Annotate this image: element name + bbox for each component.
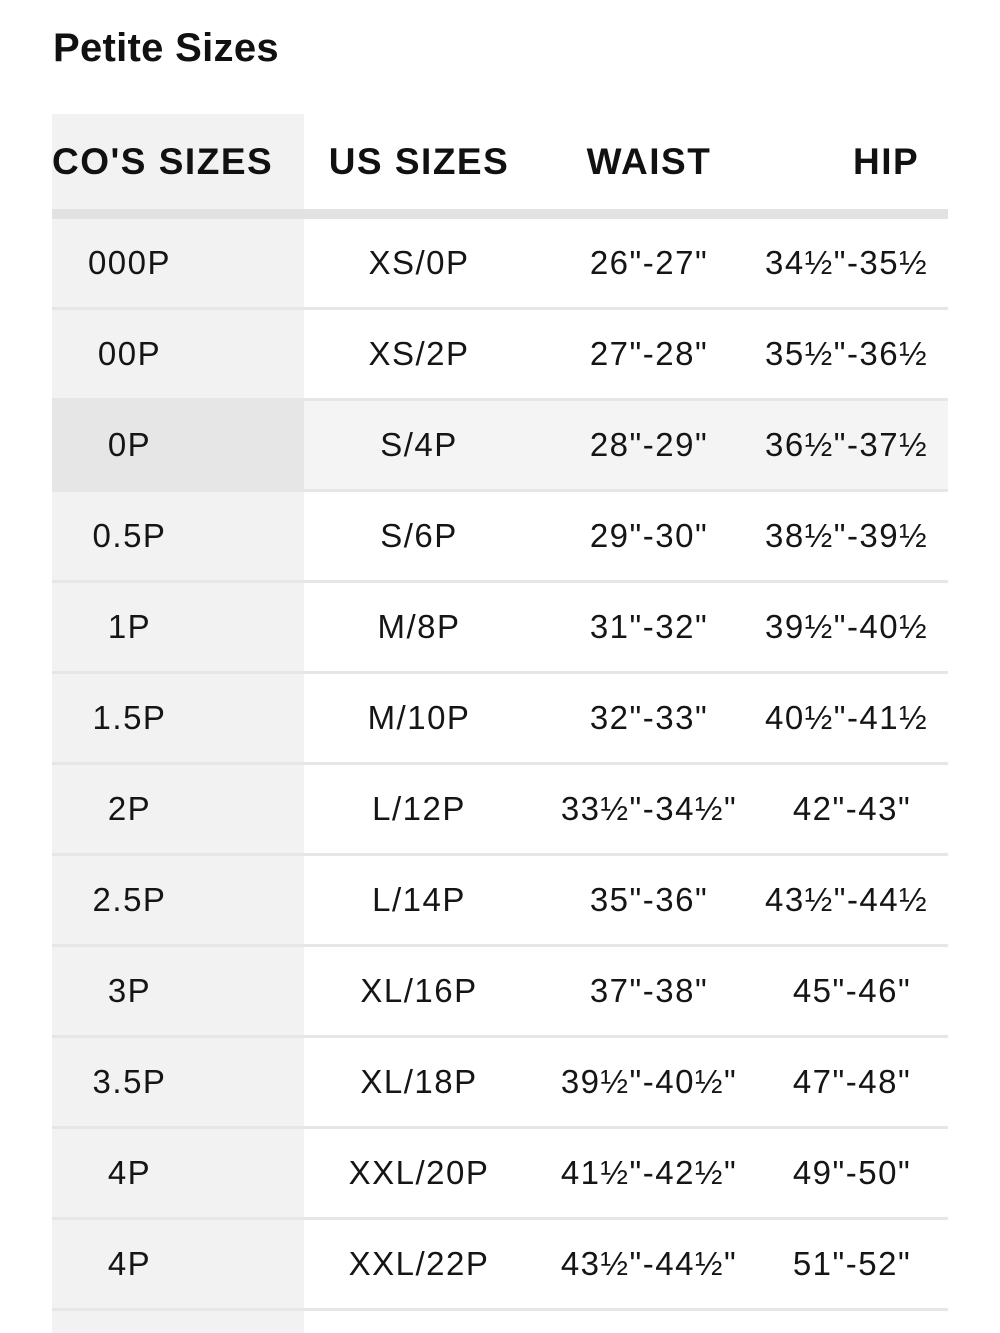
- us-size-cell: XXL/22P: [304, 1219, 534, 1310]
- us-size-cell: XL/16P: [304, 946, 534, 1037]
- waist-cell: 27"-28": [534, 309, 764, 400]
- waist-cell: 31"-32": [534, 582, 764, 673]
- us-size-cell: L/12P: [304, 764, 534, 855]
- table-row: [52, 491, 948, 582]
- waist-cell: 35"-36": [534, 855, 764, 946]
- hip-cell: 38½"-39½: [764, 491, 948, 582]
- table-header-row: [52, 114, 948, 214]
- waist-cell: 32"-33": [534, 673, 764, 764]
- table-row: [52, 1219, 948, 1310]
- us-size-cell: M/10P: [304, 673, 534, 764]
- table-row: [52, 673, 948, 764]
- hip-cell: 51"-52": [764, 1219, 948, 1310]
- size-table-scroll-container[interactable]: [52, 114, 948, 1333]
- us-size-cell: M/8P: [304, 582, 534, 673]
- header-waist: WAIST: [534, 114, 764, 214]
- waist-cell: 29"-30": [534, 491, 764, 582]
- table-row: [52, 855, 948, 946]
- hip-cell: 40½"-41½: [764, 673, 948, 764]
- table-row: [52, 764, 948, 855]
- header-hip: HIP: [764, 114, 948, 214]
- us-size-cell: L/14P: [304, 855, 534, 946]
- table-row: [52, 1128, 948, 1219]
- us-size-cell: S/4P: [304, 400, 534, 491]
- hip-cell: 43½"-44½: [764, 855, 948, 946]
- cos-size-cell: 000P: [52, 214, 304, 309]
- table-row: [52, 946, 948, 1037]
- waist-cell: 33½"-34½": [534, 764, 764, 855]
- header-us-sizes: US SIZES: [304, 114, 534, 214]
- hip-cell: 47"-48": [764, 1037, 948, 1128]
- waist-cell: 43½"-44½": [534, 1219, 764, 1310]
- hip-cell: 35½"-36½: [764, 309, 948, 400]
- cos-size-cell: 2P: [52, 764, 304, 855]
- cos-size-cell: 0P: [52, 400, 304, 491]
- cos-size-cell: 3P: [52, 946, 304, 1037]
- page-title: Petite Sizes: [53, 26, 279, 70]
- cos-size-cell: 1P: [52, 582, 304, 673]
- table-row: [52, 582, 948, 673]
- waist-cell: 37"-38": [534, 946, 764, 1037]
- us-size-cell: XS/2P: [304, 309, 534, 400]
- waist-cell: 39½"-40½": [534, 1037, 764, 1128]
- cos-size-cell: 1.5P: [52, 673, 304, 764]
- us-size-cell: S/6P: [304, 491, 534, 582]
- table-row: [52, 214, 948, 309]
- hip-cell: 42"-43": [764, 764, 948, 855]
- us-size-cell: XXL/20P: [304, 1128, 534, 1219]
- us-size-cell: XS/0P: [304, 214, 534, 309]
- cos-size-cell: 0.5P: [52, 491, 304, 582]
- hip-cell: 36½"-37½: [764, 400, 948, 491]
- cos-size-cell: 3.5P: [52, 1037, 304, 1128]
- hip-cell: 45"-46": [764, 946, 948, 1037]
- waist-cell: 41½"-42½": [534, 1128, 764, 1219]
- waist-cell: 26"-27": [534, 214, 764, 309]
- size-table: [52, 114, 948, 1311]
- us-size-cell: XL/18P: [304, 1037, 534, 1128]
- table-row: [52, 309, 948, 400]
- hip-cell: 34½"-35½: [764, 214, 948, 309]
- hip-cell: 39½"-40½: [764, 582, 948, 673]
- table-row: [52, 400, 948, 491]
- header-cos-sizes: CO'S SIZES: [52, 114, 304, 214]
- cos-size-cell: 00P: [52, 309, 304, 400]
- cos-size-cell: 4P: [52, 1128, 304, 1219]
- hip-cell: 49"-50": [764, 1128, 948, 1219]
- cos-size-cell: 4P: [52, 1219, 304, 1310]
- cos-size-cell: 2.5P: [52, 855, 304, 946]
- table-row: [52, 1037, 948, 1128]
- waist-cell: 28"-29": [534, 400, 764, 491]
